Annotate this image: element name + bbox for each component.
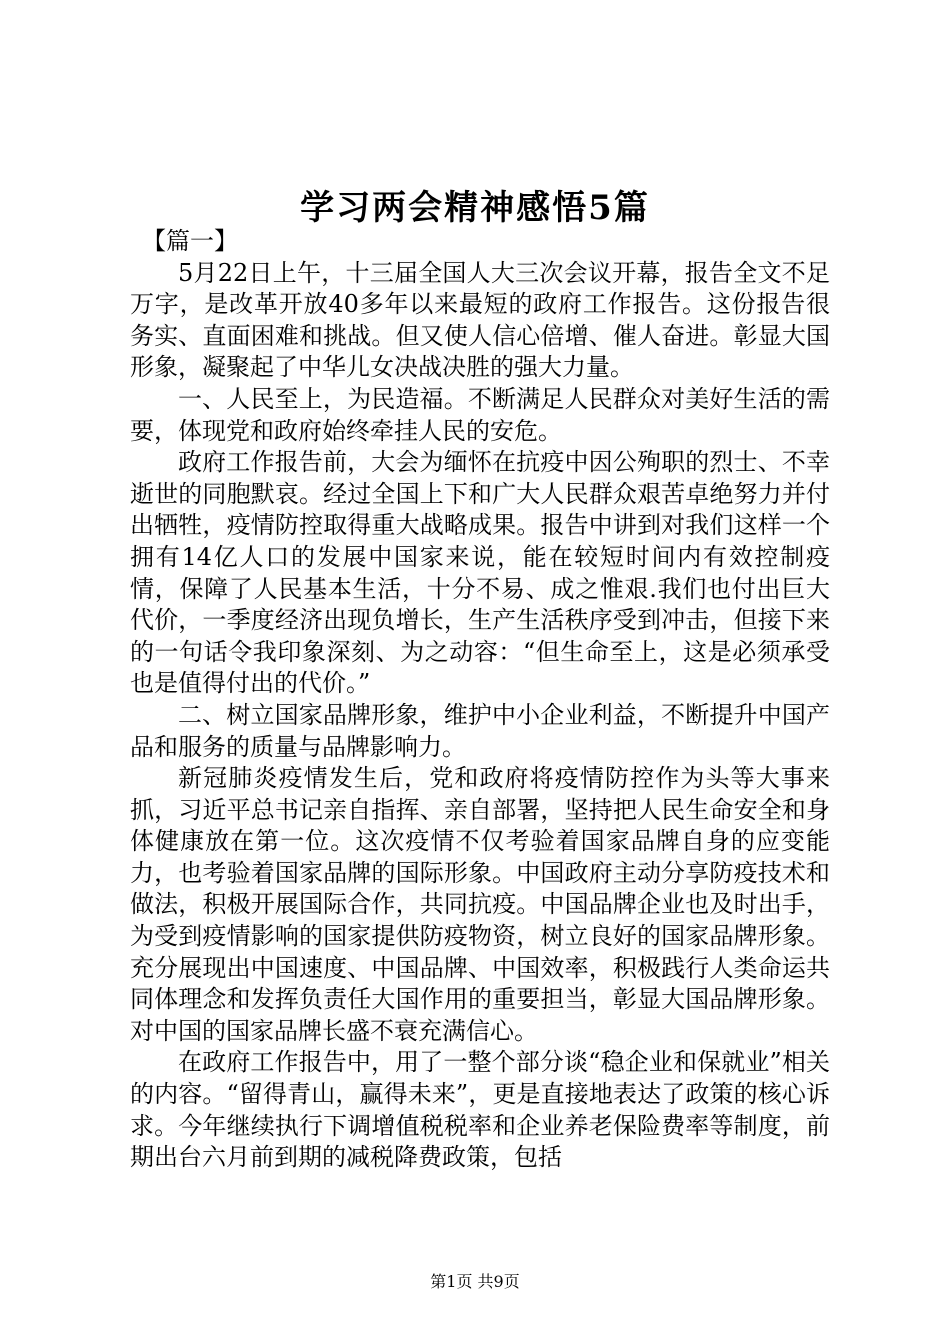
paragraph: 在政府工作报告中，用了一整个部分谈“稳企业和保就业”相关的内容。“留得青山，赢得未来”，更是直接地表达了政策的核心诉求。今年继续执行下调增值税税率和企业养老保险费率等制度，前期出台六月前到期的减税降费政策，包括 — [130, 1048, 830, 1172]
page-footer: 第1页 共9页 — [430, 1272, 520, 1291]
paragraph: 二、树立国家品牌形象，维护中小企业利益，不断提升中国产品和服务的质量与品牌影响力。 — [130, 700, 830, 761]
document-body — [130, 226, 830, 1174]
document-title: 学习两会精神感悟5篇 — [300, 188, 650, 228]
section-heading: 【篇一】 — [142, 227, 238, 255]
paragraph: 5月22日上午，十三届全国人大三次会议开幕，报告全文不足万字，是改革开放40多年以来最短的政府工作报告。这份报告很务实、直面困难和挑战。但又使人信心倍增、催人奋进。彰显大国形象，凝聚起了中华儿女决战决胜的强大力量。 — [130, 258, 830, 382]
paragraph: 新冠肺炎疫情发生后，党和政府将疫情防控作为头等大事来抓，习近平总书记亲自指挥、亲自部署，坚持把人民生命安全和身体健康放在第一位。这次疫情不仅考验着国家品牌自身的应变能力，也考验着国家品牌的国际形象。中国政府主动分享防疫技术和做法，积极开展国际合作，共同抗疫。中国品牌企业也及时出手，为受到疫情影响的国家提供防疫物资，树立良好的国家品牌形象。充分展现出中国速度、中国品牌、中国效率，积极践行人类命运共同体理念和发挥负责任大国作用的重要担当，彰显大国品牌形象。对中国的国家品牌长盛不衰充满信心。 — [130, 764, 830, 1045]
paragraph: 一、人民至上，为民造福。不断满足人民群众对美好生活的需要，体现党和政府始终牵挂人民的安危。 — [130, 384, 830, 445]
paragraph: 政府工作报告前，大会为缅怀在抗疫中因公殉职的烈士、不幸逝世的同胞默哀。经过全国上下和广大人民群众艰苦卓绝努力并付出牺牲，疫情防控取得重大战略成果。报告中讲到对我们这样一个拥有14亿人口的发展中国家来说，能在较短时间内有效控制疫情，保障了人民基本生活，十分不易、成之惟艰.我们也付出巨大代价，一季度经济出现负增长，生产生活秩序受到冲击，但接下来的一句话令我印象深刻、为之动容：“但生命至上，这是必须承受也是值得付出的代价。” — [130, 448, 830, 698]
